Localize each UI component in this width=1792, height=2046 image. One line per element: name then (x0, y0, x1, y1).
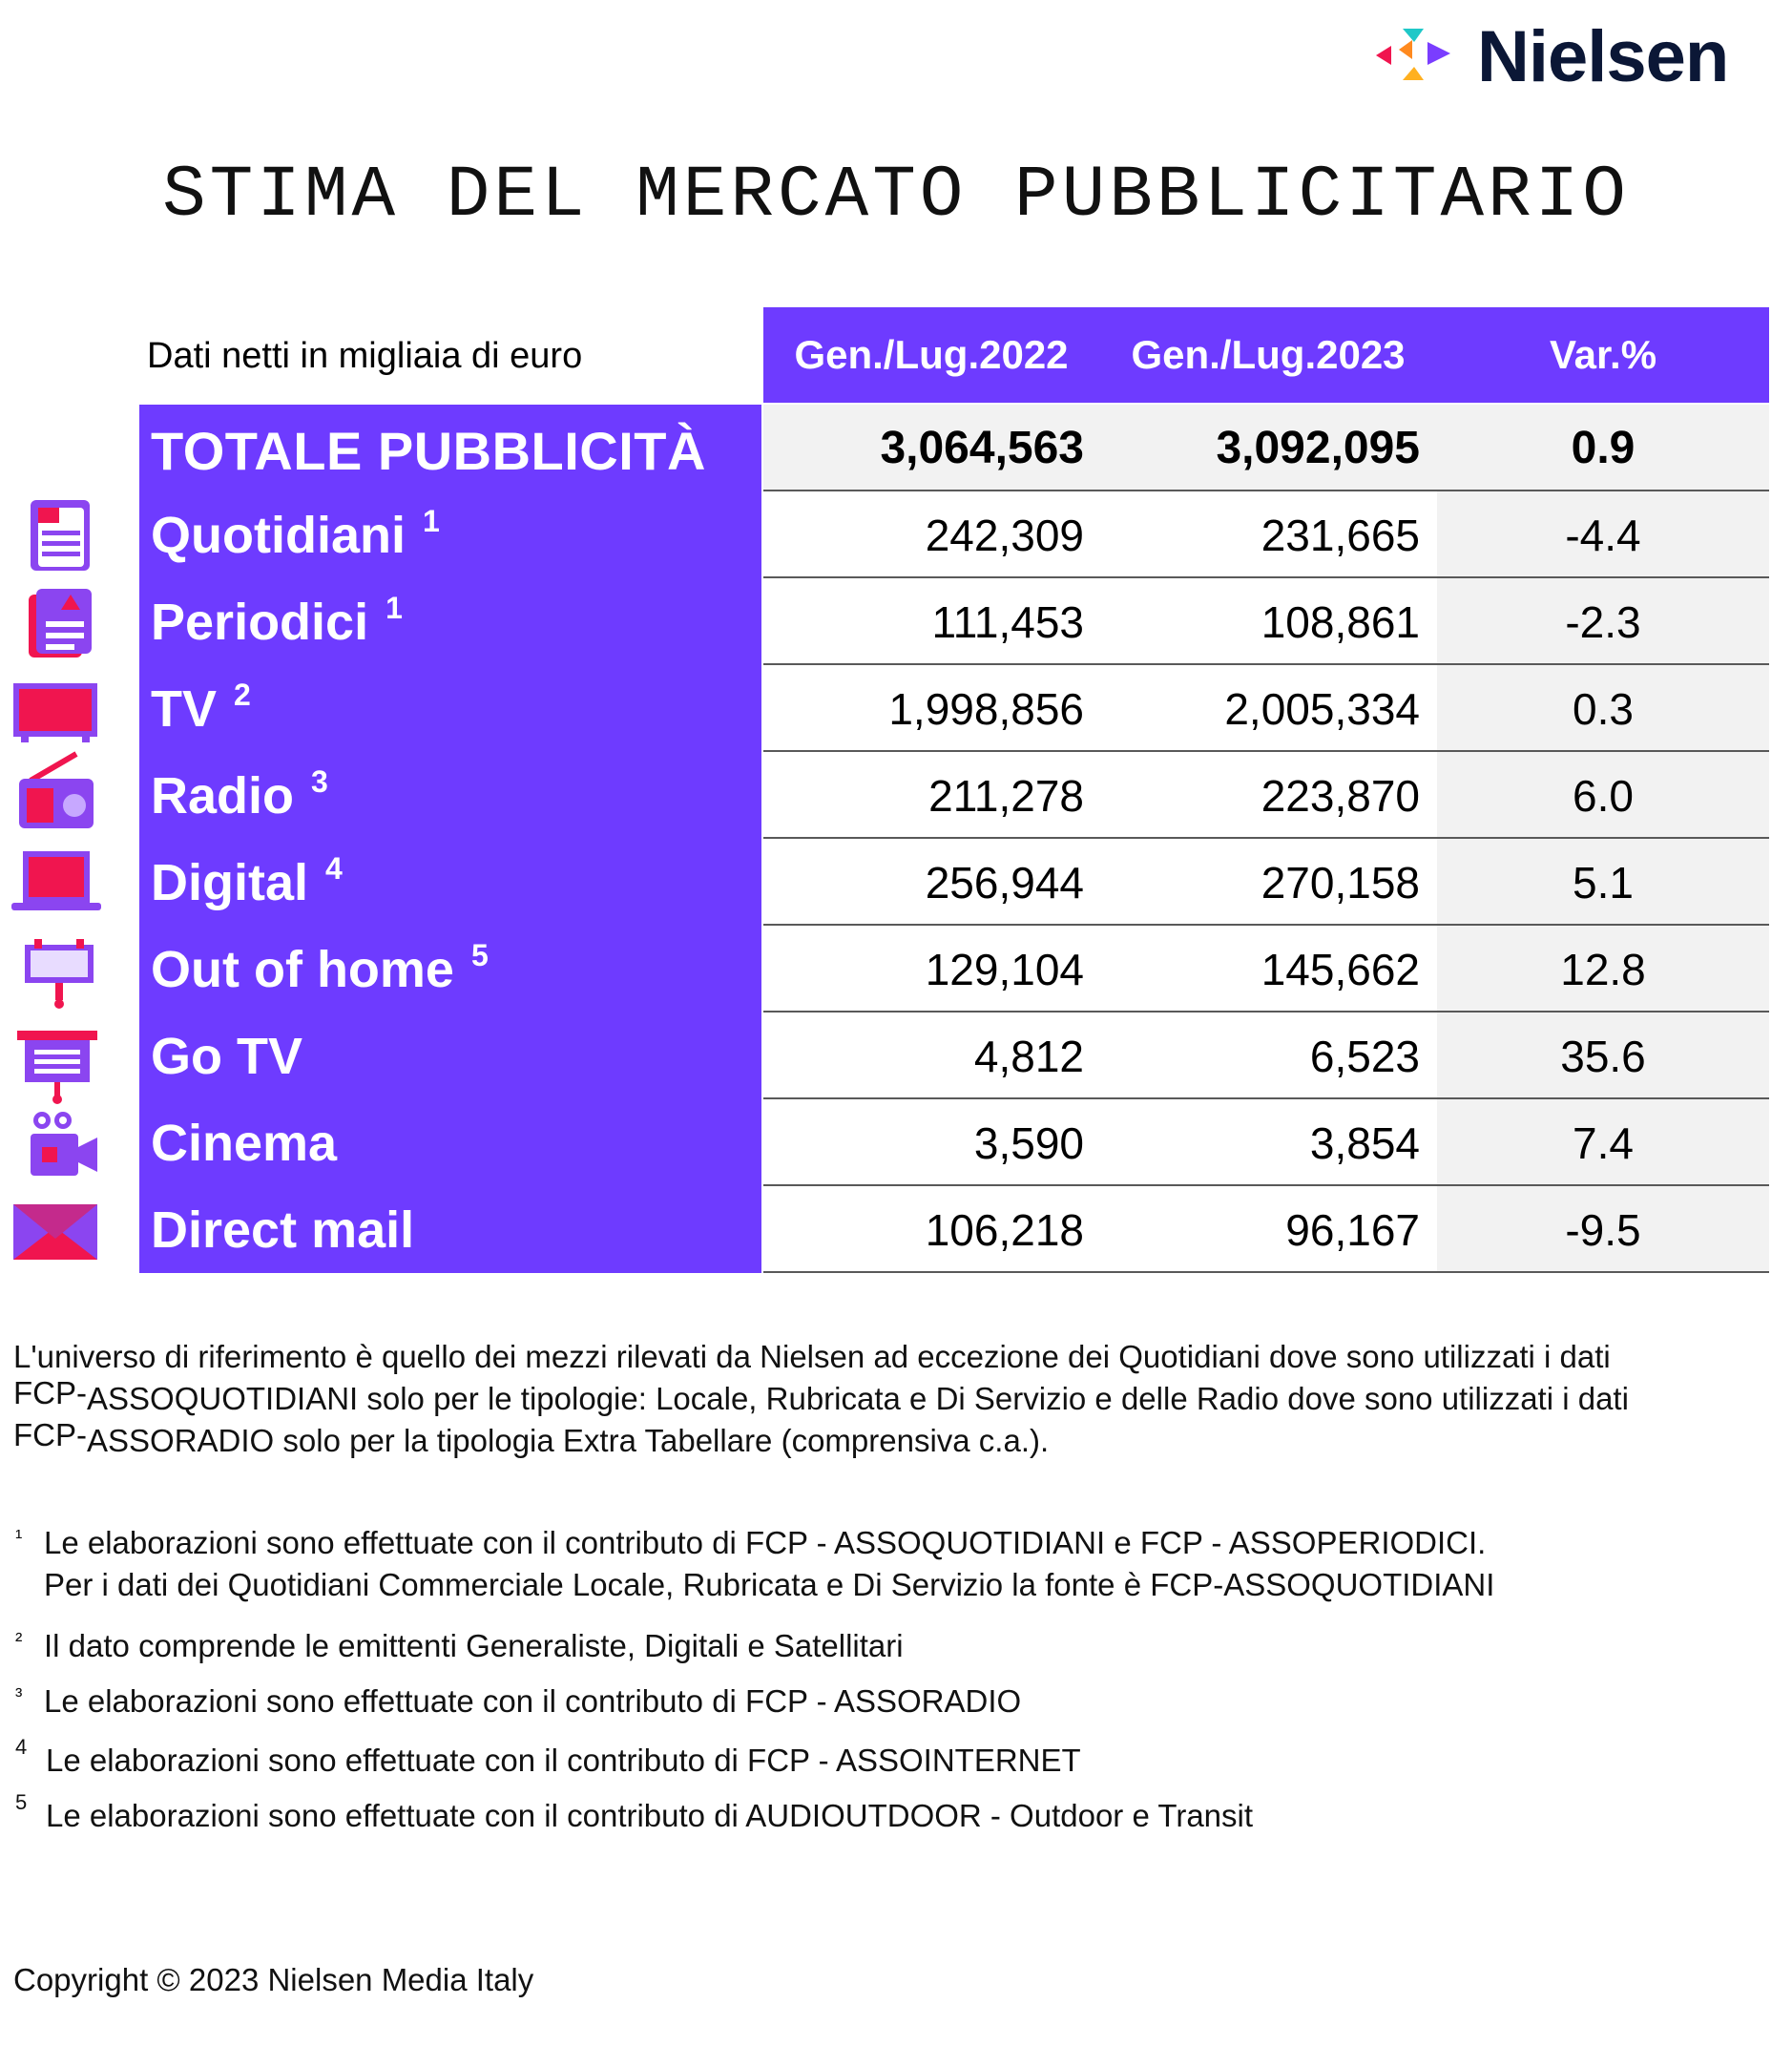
envelope-icon (10, 1193, 101, 1273)
footnote-ref: 3 (311, 764, 328, 799)
cell-2022: 4,812 (973, 1032, 1084, 1081)
cell-2022: 106,218 (925, 1205, 1084, 1255)
row-label-digital: Digital $^4$ (151, 851, 343, 911)
cell-var: -2.3 (1565, 597, 1641, 647)
footnote-text: Le elaborazioni sono effettuate con il contributo di AUDIOUTDOOR - Outdoor e Transit (46, 1798, 1254, 1833)
table-row (763, 926, 1769, 1013)
footnote-number: 5 (15, 1790, 28, 1814)
magazine-icon (10, 581, 101, 661)
cell-var: 6.0 (1573, 771, 1634, 821)
cell-2023: 145,662 (1261, 945, 1420, 994)
cell-var: 0.9 (1571, 423, 1636, 473)
footnote-ref: 2 (234, 678, 251, 712)
copyright: Copyright © 2023 Nielsen Media Italy (13, 1962, 534, 1997)
table-row-total (763, 405, 1769, 491)
footnote-number: 4 (15, 1735, 28, 1759)
cell-var: 0.3 (1573, 684, 1634, 734)
col-header-var: Var.% (1549, 332, 1657, 377)
billboard-icon (10, 931, 101, 1012)
cell-2022: 3,590 (973, 1118, 1084, 1168)
footnote-ref: 4 (325, 851, 343, 886)
cell-var: 7.4 (1573, 1118, 1634, 1168)
label-column (139, 405, 761, 1273)
cell-2023: 2,005,334 (1224, 684, 1420, 734)
row-label-direct-mail: Direct mail (151, 1201, 415, 1259)
table-row (763, 752, 1769, 839)
cell-var: 35.6 (1560, 1032, 1646, 1081)
nielsen-logo-icon (1370, 21, 1466, 88)
note-line-2: FCP-ASSOQUOTIDIANI solo per le tipologie: Locale, Rubricata e Di Servizio e delle Radio dove sono utilizzati i dati (13, 1375, 1629, 1416)
cell-2023: 108,861 (1261, 597, 1420, 647)
laptop-icon (10, 842, 101, 922)
footnote-ref: 5 (470, 938, 489, 972)
cell-2022: 129,104 (925, 945, 1084, 994)
cell-2023: 3,092,095 (1216, 423, 1420, 473)
note-line-3: FCP-ASSORADIO solo per la tipologia Extra Tabellare (comprensiva c.a.). (13, 1417, 1050, 1458)
footnote-text: Le elaborazioni sono effettuate con il contributo di FCP - ASSORADIO (44, 1683, 1022, 1719)
footnote-ref: 1 (385, 591, 403, 625)
cell-var: -4.4 (1565, 511, 1641, 560)
brand-name: Nielsen (1477, 16, 1729, 97)
footnote-text: Le elaborazioni sono effettuate con il contributo di FCP - ASSOQUOTIDIANI e FCP - ASSOPERIODICI. (44, 1525, 1487, 1560)
note-line-1: L'universo di riferimento è quello dei mezzi rilevati da Nielsen ad eccezione dei Quotidiani dove sono utilizzati i dati (13, 1339, 1611, 1374)
cell-2022: 1,998,856 (888, 684, 1084, 734)
cell-2023: 223,870 (1261, 771, 1420, 821)
row-label-periodici: Periodici $^1$ (151, 591, 403, 651)
cell-2023: 3,854 (1309, 1118, 1420, 1168)
cell-2022: 3,064,563 (880, 423, 1084, 473)
row-label-out-of-home: Out of home $^5$ (151, 938, 489, 998)
row-label-radio: Radio $^3$ (151, 764, 328, 825)
row-label-total: TOTALE PUBBLICITÀ (151, 421, 706, 481)
cell-var: -9.5 (1565, 1205, 1641, 1255)
table-row (763, 1013, 1769, 1099)
cell-2022: 211,278 (928, 771, 1084, 821)
cell-2022: 111,453 (931, 597, 1084, 647)
page-title: STIMA DEL MERCATO PUBBLICITARIO (162, 155, 1630, 237)
tv-icon (10, 668, 101, 748)
footnote-number: ³ (15, 1683, 23, 1707)
radio-icon (10, 750, 101, 830)
nielsen-logo (1370, 16, 1771, 97)
row-label-cinema: Cinema (151, 1115, 338, 1172)
footnote-ref: 1 (422, 504, 440, 538)
cell-var: 12.8 (1560, 945, 1646, 994)
footnote-text: Per i dati dei Quotidiani Commerciale Locale, Rubricata e Di Servizio la fonte è FCP-ASSOQUOTIDIANI (44, 1567, 1495, 1602)
universe-note (13, 1336, 1779, 1462)
footnote-text: Il dato comprende le emittenti Generaliste, Digitali e Satellitari (44, 1628, 904, 1663)
table-row (763, 1099, 1769, 1186)
newspaper-icon (10, 494, 101, 574)
cell-2023: 6,523 (1309, 1032, 1420, 1081)
col-header-2022: Gen./Lug.2022 (794, 332, 1069, 377)
table-subtitle: Dati netti in migliaia di euro (147, 336, 583, 376)
row-label-go-tv: Go TV (151, 1028, 302, 1085)
movie-camera-icon (10, 1105, 101, 1185)
table-row (763, 839, 1769, 926)
cell-var: 5.1 (1573, 858, 1634, 908)
cell-2022: 242,309 (925, 511, 1084, 560)
cell-2023: 270,158 (1261, 858, 1420, 908)
row-label-tv: TV $^2$ (151, 678, 251, 738)
row-label-quotidiani: Quotidiani $^1$ (151, 504, 440, 564)
footnote-text: Le elaborazioni sono effettuate con il contributo di FCP - ASSOINTERNET (46, 1743, 1081, 1778)
table-row (763, 665, 1769, 752)
footnote-number: ¹ (15, 1525, 23, 1549)
screen-stand-icon (10, 1027, 101, 1107)
table-row (763, 578, 1769, 665)
table-row (763, 491, 1769, 578)
cell-2023: 231,665 (1261, 511, 1420, 560)
cell-2023: 96,167 (1285, 1205, 1420, 1255)
footnote-number: ² (15, 1628, 23, 1652)
col-header-2023: Gen./Lug.2023 (1131, 332, 1406, 377)
table-header (763, 307, 1769, 403)
cell-2022: 256,944 (925, 858, 1084, 908)
table-row (763, 1186, 1769, 1273)
